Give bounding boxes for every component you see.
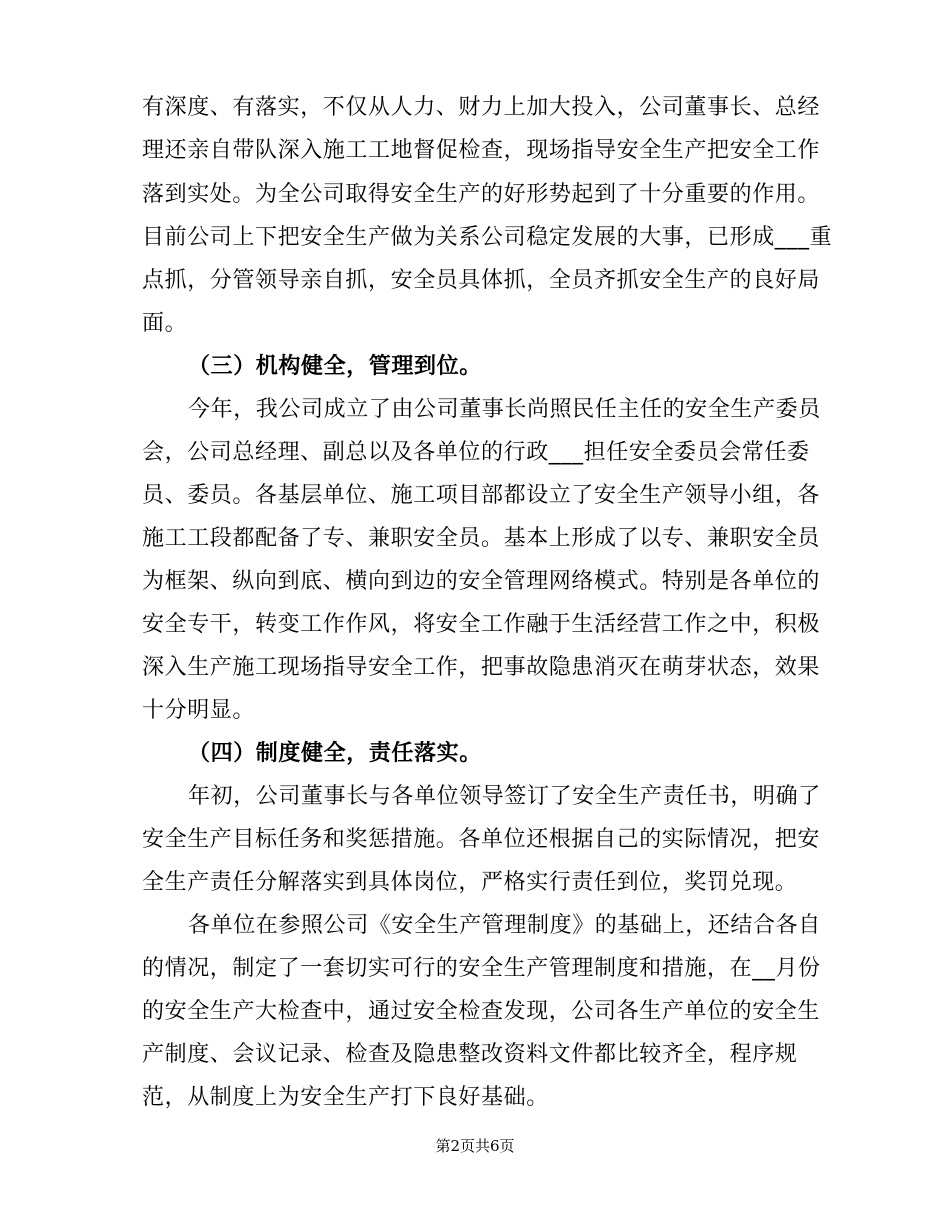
body-text-line: 各单位在参照公司《安全生产管理制度》的基础上，还结合各自 [188,913,821,938]
body-text-line: 产制度、会议记录、检查及隐患整改资料文件都比较齐全，程序规 [142,1042,798,1067]
body-text-line: 深入生产施工现场指导安全工作，把事故隐患消灭在萌芽状态，效果 [142,655,821,680]
body-text-line: 理还亲自带队深入施工工地督促检查，现场指导安全生产把安全工作 [142,138,821,163]
body-text-line: 范，从制度上为安全生产打下良好基础。 [142,1085,549,1110]
body-text-line: 施工工段都配备了专、兼职安全员。基本上形成了以专、兼职安全员 [142,526,821,551]
body-text-line: 点抓，分管领导亲自抓，安全员具体抓，全员齐抓安全生产的良好局 [142,268,821,293]
body-text-line: 十分明显。 [142,698,256,723]
body-text-line: 全生产责任分解落实到具体岗位，严格实行责任到位，奖罚兑现。 [142,870,798,895]
body-text-line: 今年，我公司成立了由公司董事长尚照民任主任的安全生产委员 [188,397,821,422]
body-text-line: 为框架、纵向到底、横向到边的安全管理网络模式。特别是各单位的 [142,569,821,594]
body-text-line: 安全专干，转变工作作风，将安全工作融于生活经营工作之中，积极 [142,612,821,637]
section-heading-3: （三）机构健全，管理到位。 [188,354,482,379]
body-text-line: 年初，公司董事长与各单位领导签订了安全生产责任书，明确了 [188,784,821,809]
body-text-line: 员、委员。各基层单位、施工项目部都设立了安全生产领导小组，各 [142,483,821,508]
body-text-line: 有深度、有落实，不仅从人力、财力上加大投入，公司董事长、总经 [142,95,821,120]
body-text-line: 安全生产目标任务和奖惩措施。各单位还根据自己的实际情况，把安 [142,827,821,852]
body-text-line: 落到实处。为全公司取得安全生产的好形势起到了十分重要的作用。 [142,182,821,207]
body-text-line: 目前公司上下把安全生产做为关系公司稳定发展的大事，已形成___重 [142,225,833,250]
body-text-line: 的情况，制定了一套切实可行的安全生产管理制度和措施，在__月份 [142,956,821,981]
section-heading-4: （四）制度健全，责任落实。 [188,741,482,766]
body-text-line: 的安全生产大检查中，通过安全检查发现，公司各生产单位的安全生 [142,999,821,1024]
body-text-line: 面。 [142,311,188,336]
body-text-line: 会，公司总经理、副总以及各单位的行政___担任安全委员会常任委 [142,440,810,465]
page-number-footer: 第2页共6页 [435,1137,515,1155]
